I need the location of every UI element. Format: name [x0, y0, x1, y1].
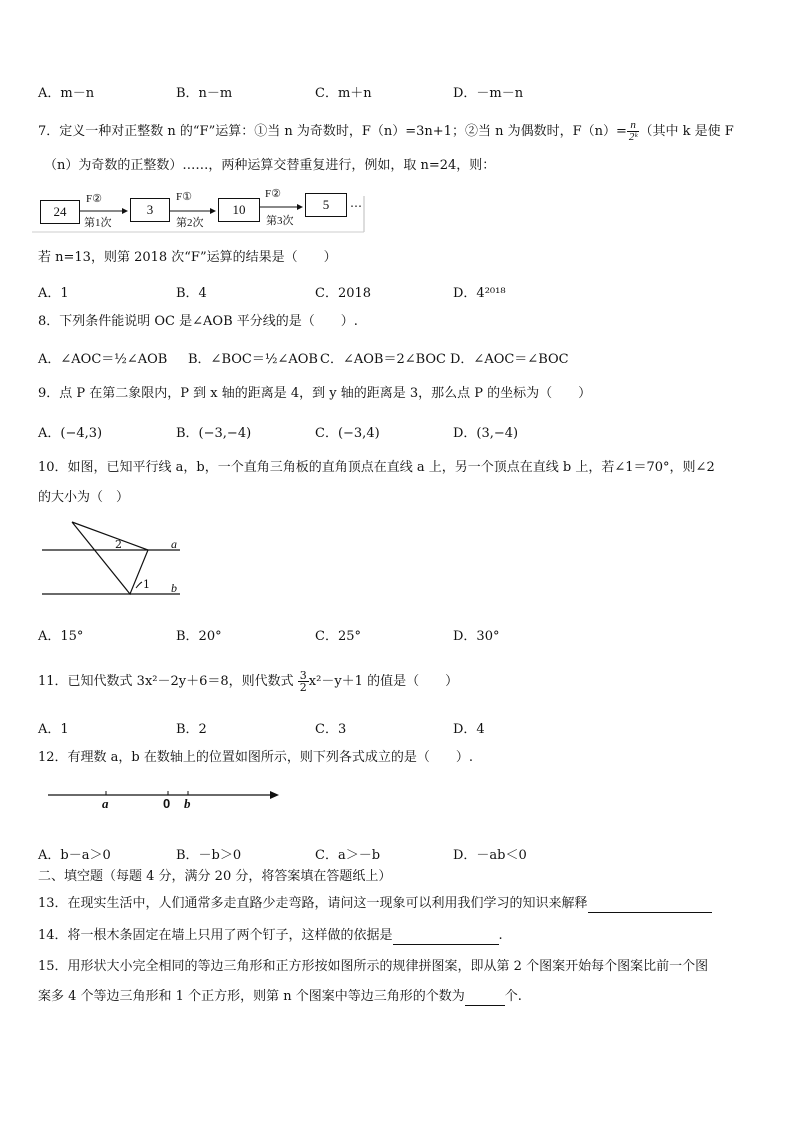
q8-stem: 8．下列条件能说明 OC 是∠AOB 平分线的是（ ）.: [38, 314, 358, 329]
q11-option-a: A．1: [38, 722, 69, 737]
flow-box-2: 3: [130, 198, 170, 222]
section-2-heading: 二、填空题（每题 4 分，满分 20 分，将答案填在答题纸上）: [38, 869, 392, 884]
q10-option-c: C．25°: [315, 629, 361, 644]
label-angle-2: 2: [115, 538, 122, 551]
q7-stem-line2: （n）为奇数的正整数）……，两种运算交替重复进行，例如，取 n=24，则：: [44, 158, 496, 173]
q7-option-c: C．2018: [315, 286, 372, 301]
q8-option-a: A．∠AOC＝½∠AOB: [38, 352, 168, 367]
flow-step-3: 第3次: [266, 215, 294, 227]
flow-box-1: 24: [40, 200, 80, 224]
label-a: a: [171, 537, 177, 551]
flow-ellipsis: …: [350, 196, 362, 210]
q12-option-c: C．a＞－b: [315, 848, 381, 863]
q15-answer-blank: [465, 989, 505, 1006]
axis-label-b: b: [184, 796, 191, 811]
q12-stem: 12．有理数 a，b 在数轴上的位置如图所示，则下列各式成立的是（ ）.: [38, 750, 474, 765]
flow-box-4: 5: [305, 193, 347, 217]
q15-stem-line2: [38, 988, 522, 1006]
flow-op-2: F①: [176, 191, 192, 203]
q9-option-b: B．(−3,−4): [176, 426, 252, 441]
q8-option-c: C．∠AOB＝2∠BOC: [320, 352, 447, 367]
q11-option-d: D．4: [453, 722, 485, 737]
axis-arrowhead: [270, 791, 279, 799]
q6-option-d: D．－m－n: [453, 86, 524, 101]
q12-number-line: [0, 0, 300, 820]
q10-option-b: B．20°: [176, 629, 222, 644]
q14-end: .: [498, 928, 503, 943]
q7-option-a: A．1: [38, 286, 69, 301]
flow-box-3: 10: [218, 198, 260, 222]
q9-option-a: A．(−4,3): [38, 426, 103, 441]
q6-option-c: C．m＋n: [315, 86, 372, 101]
q9-option-c: C．(−3,4): [315, 426, 380, 441]
q7-frac-den: 2ᵏ: [628, 131, 638, 143]
q12-option-b: B．－b＞0: [176, 848, 242, 863]
flow-step-1: 第1次: [84, 217, 112, 229]
q12-option-a: A．b－a＞0: [38, 848, 111, 863]
label-angle-1: 1: [143, 578, 150, 591]
flow-op-1: F②: [86, 193, 102, 205]
q14-stem: [38, 927, 503, 945]
q12-option-d: D．－ab＜0: [453, 848, 527, 863]
label-b: b: [171, 581, 177, 595]
flow-op-3: F②: [265, 188, 281, 200]
q11-stem-part2: x²－y＋1 的值是（ ）: [308, 674, 459, 689]
q7-frac-num: n: [627, 120, 640, 132]
q7-question: 若 n=13，则第 2018 次“F”运算的结果是（ ）: [38, 250, 337, 265]
q14-text: 14．将一根木条固定在墙上只用了两个钉子，这样做的依据是: [38, 928, 393, 943]
q9-option-d: D．(3,−4): [453, 426, 519, 441]
flow-step-2: 第2次: [176, 217, 204, 229]
q10-option-a: A．15°: [38, 629, 84, 644]
q14-answer-blank: [393, 928, 499, 945]
q11-stem-part1: 11．已知代数式 3x²－2y＋6＝8，则代数式: [38, 674, 294, 689]
q7-stem-part1: 7．定义一种对正整数 n 的“F”运算：①当 n 为奇数时，F（n）=3n+1；②当 n 为偶数时，F（n）=: [38, 124, 627, 139]
q10-option-d: D．30°: [453, 629, 500, 644]
q9-stem: 9．点 P 在第二象限内，P 到 x 轴的距离是 4，到 y 轴的距离是 3，那么点 P 的坐标为（ ）: [38, 386, 592, 401]
q13-stem: [38, 895, 712, 913]
q13-text: 13．在现实生活中，人们通常多走直路少走弯路，请问这一现象可以利用我们学习的知识来解释: [38, 896, 588, 911]
q7-fraction: [627, 120, 640, 143]
q11-option-b: B．2: [176, 722, 207, 737]
q13-answer-blank: [588, 896, 712, 913]
q8-option-b: B．∠BOC＝½∠AOB: [188, 352, 318, 367]
q11-frac-den: 2: [299, 681, 307, 694]
axis-label-a: a: [102, 796, 109, 811]
q7-option-d: D．4²⁰¹⁸: [453, 286, 506, 301]
q10-stem-line2: 的大小为（ ）: [38, 490, 130, 505]
q6-option-b: B．n－m: [176, 86, 233, 101]
q15-stem-line1: 15．用形状大小完全相同的等边三角形和正方形按如图所示的规律拼图案，即从第 2 个图案开始每个图案比前一个图: [38, 959, 709, 974]
q11-frac-num: 3: [299, 669, 307, 682]
q6-option-a: A．m－n: [38, 86, 95, 101]
q8-option-d: D．∠AOC＝∠BOC: [450, 352, 569, 367]
q10-stem-line1: 10．如图，已知平行线 a，b，一个直角三角板的直角顶点在直线 a 上，另一个顶点在直线 b 上，若∠1＝70°，则∠2: [38, 460, 715, 475]
q7-stem-part2: （其中 k 是使 F: [639, 124, 734, 139]
q7-option-b: B．4: [176, 286, 207, 301]
q15-end: 个.: [504, 989, 522, 1004]
q11-option-c: C．3: [315, 722, 347, 737]
axis-label-0: 0: [163, 796, 171, 811]
q15-text: 案多 4 个等边三角形和 1 个正方形，则第 n 个图案中等边三角形的个数为: [38, 989, 465, 1004]
